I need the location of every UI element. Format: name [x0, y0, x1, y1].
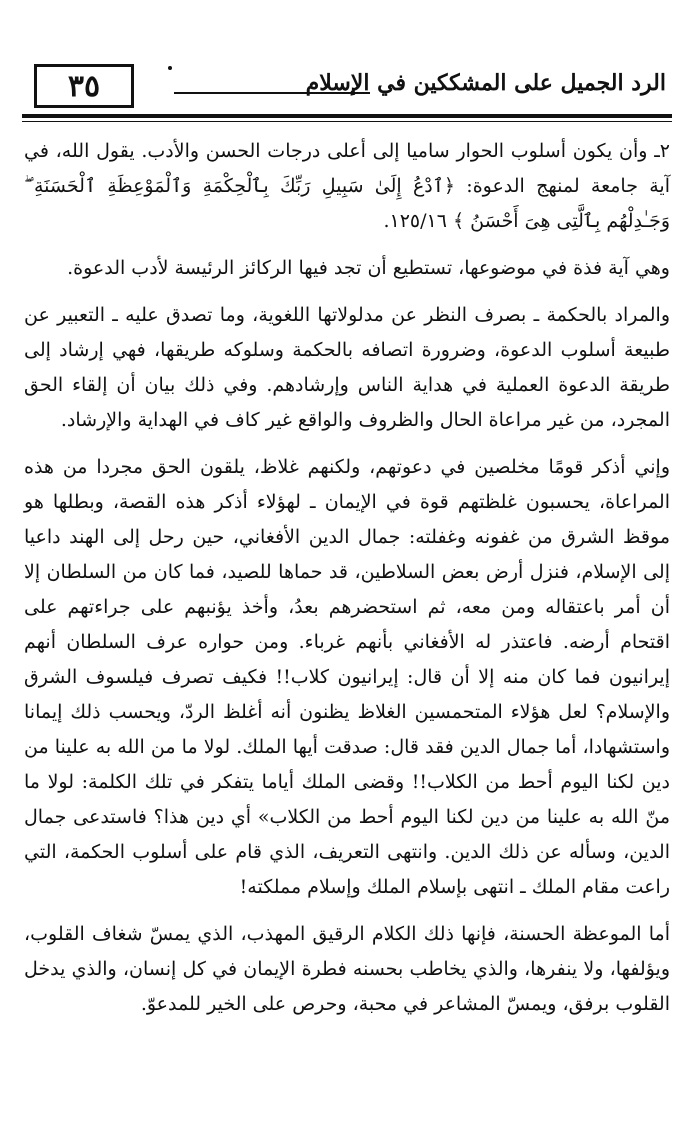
- running-title: الرد الجميل على المشككين في الإسلام: [305, 70, 666, 96]
- paragraph-2: وهي آية فذة في موضوعها، تستطيع أن تجد فيها الركائز الرئيسة لأدب الدعوة.: [67, 257, 670, 279]
- paragraph-4: وإني أذكر قومًا مخلصين في دعوتهم، ولكنهم غلاظ، يلقون الحق مجردا من هذه المراعاة، يحسبون غلظتهم قوة في الإيمان ـ لهؤلاء أذكر هذه القصة، وبطلها هو موقظ الشرق من غفونه وغفلته: جمال الدين الأفغاني، حين رحل إلى الهند داعيا إلى الإسلام، فنزل أرض بعض السلاطين، قد حماها للصيد، فما كان من السلطان إلا أن أمر باعتقاله ومن معه، ثم استحضرهم بعدُ، وأخذ يؤنبهم على جراءتهم على اقتحام أرضه. فاعتذر له الأفغاني بأنهم غرباء. ومن حواره عرف السلطان أنهم إيرانيون فما كان منه إلا أن قال: إيرانيون كلاب!! فكيف تصرف فيلسوف الشرق والإسلام؟ لعل هؤلاء المتحمسين الغلاظ يظنون أنه أغلظ الردّ، ويحسب ذلك إيمانا واستشهادا، أما جمال الدين فقد قال: صدقت أيها الملك. لولا ما من الله به علينا من دين لكنا اليوم أحط من الكلاب!! وقضى الملك أياما يتفكر في تلك الكلمة: لولا ما منّ الله به علينا من دين لكنا اليوم أحط من الكلاب» أي دين هذا؟ فاستدعى جمال الدين، وسأله عن ذلك الدين. وانتهى التعريف، الذي قام على أسلوب الحكمة، التي راعت مقام الملك ـ انتهى بإسلام الملك وإسلام مملكته!: [24, 456, 670, 898]
- paragraph-5: أما الموعظة الحسنة، فإنها ذلك الكلام الرقيق المهذب، الذي يمسّ شغاف القلوب، ويؤلفها، ولا ينفرها، والذي يخاطب بحسنه فطرة الإيمان في كل إنسان، والذي يدخل القلوب برفق، ويمسّ المشاعر في محبة، وحرص على الخير للمدعوّ.: [24, 923, 670, 1015]
- page-number-box: [34, 64, 134, 108]
- header-rule-thin: [22, 121, 672, 122]
- header-dot: [168, 66, 172, 70]
- body-text: [24, 134, 670, 1034]
- page-header: [22, 60, 672, 114]
- paragraph-1: ٢ـ وأن يكون أسلوب الحوار ساميا إلى أعلى درجات الحسن والأدب. يقول الله، في آية جامعة لمنهج الدعوة: ﴿ٱدْعُ إِلَىٰ سَبِيلِ رَبِّكَ بِٱلْحِكْمَةِ وَٱلْمَوْعِظَةِ ٱلْحَسَنَةِ ۖ وَجَـٰدِلْهُم بِٱلَّتِى هِىَ أَحْسَنُ ﴾ ١٢٥/١٦.: [24, 140, 670, 232]
- header-rule-thick: [22, 114, 672, 118]
- paragraph-3: والمراد بالحكمة ـ بصرف النظر عن مدلولاتها اللغوية، وما تصدق عليه ـ التعبير عن طبيعة أسلوب الدعوة، وضرورة اتصافه بالحكمة وسلوكه طريقها، فهي إرشاد إلى طريقة الدعوة العملية في هداية الناس وإرشادهم. وفي ذلك بيان أن إلقاء الحق المجرد، من غير مراعاة الحال والظروف والواقع غير كاف في الهداية والإرشاد.: [24, 304, 670, 431]
- page-number: ٣٥: [67, 68, 101, 104]
